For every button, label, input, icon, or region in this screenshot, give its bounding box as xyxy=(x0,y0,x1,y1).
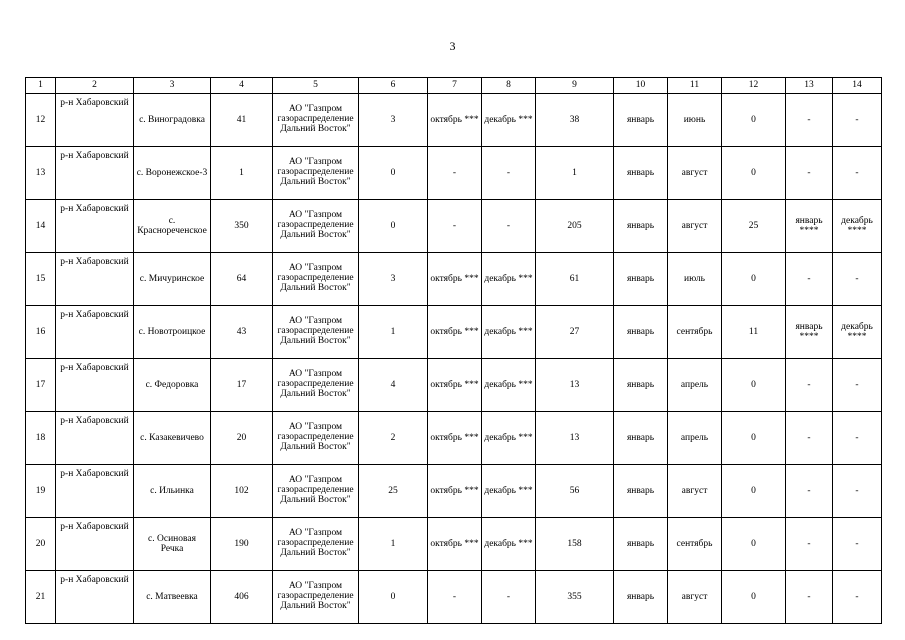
table-cell-col-13: - xyxy=(786,518,833,571)
table-cell-col-12: 0 xyxy=(722,359,786,412)
table-cell-col-11: август xyxy=(668,465,722,518)
table-cell-col-14: - xyxy=(833,518,882,571)
table-cell-col-12: 0 xyxy=(722,571,786,624)
table-cell-col-11: сентябрь xyxy=(668,306,722,359)
table-cell-col-10: январь xyxy=(614,253,668,306)
table-row xyxy=(26,253,882,306)
table-cell-col-9: 38 xyxy=(536,94,614,147)
table-cell-col-11: апрель xyxy=(668,412,722,465)
table-cell-col-9: 56 xyxy=(536,465,614,518)
table-cell-col-6: 2 xyxy=(359,412,428,465)
table-cell-col-12: 0 xyxy=(722,518,786,571)
table-cell-col-4: 190 xyxy=(211,518,273,571)
table-cell-col-9: 13 xyxy=(536,359,614,412)
table-cell-col-3: с. Федоровка xyxy=(134,359,211,412)
table-cell-col-8: - xyxy=(482,200,536,253)
column-header-2: 2 xyxy=(56,78,134,94)
table-cell-col-4: 102 xyxy=(211,465,273,518)
table-cell-col-1: 12 xyxy=(26,94,56,147)
table-cell-col-10: январь xyxy=(614,94,668,147)
table-cell-col-5: АО "Газпром газораспределение Дальний Восток" xyxy=(273,253,359,306)
table-cell-col-7: октябрь *** xyxy=(428,306,482,359)
table-cell-col-11: август xyxy=(668,571,722,624)
table-cell-col-2: р-н Хабаровский xyxy=(56,94,134,147)
table-cell-col-5: АО "Газпром газораспределение Дальний Восток" xyxy=(273,306,359,359)
table-cell-col-2: р-н Хабаровский xyxy=(56,518,134,571)
table-cell-col-1: 17 xyxy=(26,359,56,412)
table-cell-col-14: - xyxy=(833,412,882,465)
table-cell-col-3: с. Осиновая Речка xyxy=(134,518,211,571)
table-cell-col-4: 41 xyxy=(211,94,273,147)
table-cell-col-5: АО "Газпром газораспределение Дальний Восток" xyxy=(273,200,359,253)
table-cell-col-6: 0 xyxy=(359,200,428,253)
table-cell-col-7: - xyxy=(428,200,482,253)
table-cell-col-4: 17 xyxy=(211,359,273,412)
table-body xyxy=(26,94,882,624)
table-cell-col-5: АО "Газпром газораспределение Дальний Восток" xyxy=(273,147,359,200)
table-row xyxy=(26,465,882,518)
table-cell-col-13: январь **** xyxy=(786,200,833,253)
table-row xyxy=(26,94,882,147)
table-cell-col-1: 16 xyxy=(26,306,56,359)
table-header xyxy=(26,78,882,94)
table-cell-col-1: 20 xyxy=(26,518,56,571)
table-cell-col-2: р-н Хабаровский xyxy=(56,571,134,624)
table-cell-col-9: 158 xyxy=(536,518,614,571)
table-cell-col-14: - xyxy=(833,465,882,518)
column-header-11: 11 xyxy=(668,78,722,94)
table-cell-col-12: 11 xyxy=(722,306,786,359)
table-cell-col-10: январь xyxy=(614,147,668,200)
table-row xyxy=(26,306,882,359)
table-cell-col-9: 13 xyxy=(536,412,614,465)
table-cell-col-6: 4 xyxy=(359,359,428,412)
table-cell-col-13: - xyxy=(786,253,833,306)
table-cell-col-8: декабрь *** xyxy=(482,412,536,465)
table-cell-col-9: 1 xyxy=(536,147,614,200)
table-cell-col-3: с. Виноградовка xyxy=(134,94,211,147)
table-cell-col-1: 19 xyxy=(26,465,56,518)
table-cell-col-11: июль xyxy=(668,253,722,306)
table-row xyxy=(26,518,882,571)
table-row xyxy=(26,412,882,465)
table-cell-col-4: 20 xyxy=(211,412,273,465)
table-cell-col-6: 3 xyxy=(359,253,428,306)
column-header-8: 8 xyxy=(482,78,536,94)
table-cell-col-3: с. Ильинка xyxy=(134,465,211,518)
column-header-12: 12 xyxy=(722,78,786,94)
data-table xyxy=(25,77,882,624)
table-cell-col-12: 0 xyxy=(722,465,786,518)
table-cell-col-2: р-н Хабаровский xyxy=(56,147,134,200)
column-header-1: 1 xyxy=(26,78,56,94)
table-cell-col-14: декабрь **** xyxy=(833,306,882,359)
table-cell-col-3: с. Краснореченское xyxy=(134,200,211,253)
column-header-9: 9 xyxy=(536,78,614,94)
table-cell-col-2: р-н Хабаровский xyxy=(56,465,134,518)
table-cell-col-14: - xyxy=(833,571,882,624)
table-row xyxy=(26,200,882,253)
table-cell-col-2: р-н Хабаровский xyxy=(56,306,134,359)
table-cell-col-10: январь xyxy=(614,571,668,624)
table-cell-col-7: октябрь *** xyxy=(428,253,482,306)
table-cell-col-6: 1 xyxy=(359,306,428,359)
table-cell-col-2: р-н Хабаровский xyxy=(56,200,134,253)
table-cell-col-9: 205 xyxy=(536,200,614,253)
table-cell-col-7: октябрь *** xyxy=(428,359,482,412)
table-cell-col-11: апрель xyxy=(668,359,722,412)
table-cell-col-12: 0 xyxy=(722,412,786,465)
page-number: 3 xyxy=(449,39,456,53)
table-cell-col-13: - xyxy=(786,359,833,412)
table-cell-col-8: - xyxy=(482,147,536,200)
table-row xyxy=(26,359,882,412)
table-cell-col-10: январь xyxy=(614,518,668,571)
table-cell-col-3: с. Воронежское-3 xyxy=(134,147,211,200)
column-header-13: 13 xyxy=(786,78,833,94)
table-cell-col-3: с. Казакевичево xyxy=(134,412,211,465)
table-cell-col-8: - xyxy=(482,571,536,624)
table-cell-col-6: 1 xyxy=(359,518,428,571)
table-row xyxy=(26,571,882,624)
table-cell-col-4: 350 xyxy=(211,200,273,253)
table-row xyxy=(26,147,882,200)
table-cell-col-4: 406 xyxy=(211,571,273,624)
table-cell-col-12: 0 xyxy=(722,253,786,306)
table-cell-col-7: октябрь *** xyxy=(428,518,482,571)
table-cell-col-11: август xyxy=(668,147,722,200)
table-cell-col-11: июнь xyxy=(668,94,722,147)
table-cell-col-11: август xyxy=(668,200,722,253)
table-cell-col-10: январь xyxy=(614,200,668,253)
table-cell-col-5: АО "Газпром газораспределение Дальний Восток" xyxy=(273,518,359,571)
table-cell-col-8: декабрь *** xyxy=(482,306,536,359)
column-header-5: 5 xyxy=(273,78,359,94)
table-cell-col-14: - xyxy=(833,147,882,200)
table-cell-col-3: с. Мичуринское xyxy=(134,253,211,306)
column-header-10: 10 xyxy=(614,78,668,94)
table-cell-col-4: 64 xyxy=(211,253,273,306)
table-cell-col-1: 21 xyxy=(26,571,56,624)
table-cell-col-9: 27 xyxy=(536,306,614,359)
table-cell-col-7: - xyxy=(428,147,482,200)
table-cell-col-6: 0 xyxy=(359,571,428,624)
table-cell-col-8: декабрь *** xyxy=(482,253,536,306)
table-cell-col-8: декабрь *** xyxy=(482,518,536,571)
table-cell-col-14: - xyxy=(833,94,882,147)
table-cell-col-8: декабрь *** xyxy=(482,94,536,147)
table-cell-col-13: - xyxy=(786,412,833,465)
table-cell-col-11: сентябрь xyxy=(668,518,722,571)
table-cell-col-8: декабрь *** xyxy=(482,465,536,518)
table-cell-col-5: АО "Газпром газораспределение Дальний Восток" xyxy=(273,94,359,147)
table-cell-col-7: октябрь *** xyxy=(428,94,482,147)
column-header-4: 4 xyxy=(211,78,273,94)
table-cell-col-2: р-н Хабаровский xyxy=(56,412,134,465)
table-cell-col-2: р-н Хабаровский xyxy=(56,253,134,306)
table-cell-col-5: АО "Газпром газораспределение Дальний Восток" xyxy=(273,465,359,518)
table-cell-col-12: 0 xyxy=(722,147,786,200)
table-cell-col-4: 43 xyxy=(211,306,273,359)
table-cell-col-1: 13 xyxy=(26,147,56,200)
table-cell-col-1: 14 xyxy=(26,200,56,253)
header-row xyxy=(26,78,882,94)
column-header-7: 7 xyxy=(428,78,482,94)
table-cell-col-10: январь xyxy=(614,359,668,412)
table-cell-col-6: 0 xyxy=(359,147,428,200)
table-cell-col-9: 61 xyxy=(536,253,614,306)
table-cell-col-10: январь xyxy=(614,412,668,465)
table-cell-col-5: АО "Газпром газораспределение Дальний Восток" xyxy=(273,412,359,465)
table-cell-col-13: - xyxy=(786,147,833,200)
table-cell-col-10: январь xyxy=(614,306,668,359)
table-cell-col-5: АО "Газпром газораспределение Дальний Восток" xyxy=(273,359,359,412)
table-cell-col-5: АО "Газпром газораспределение Дальний Восток" xyxy=(273,571,359,624)
table-cell-col-3: с. Матвеевка xyxy=(134,571,211,624)
table-cell-col-4: 1 xyxy=(211,147,273,200)
column-header-14: 14 xyxy=(833,78,882,94)
table-cell-col-13: - xyxy=(786,94,833,147)
table-cell-col-13: январь **** xyxy=(786,306,833,359)
table-cell-col-14: декабрь **** xyxy=(833,200,882,253)
table-cell-col-3: с. Новотроицкое xyxy=(134,306,211,359)
table-cell-col-1: 15 xyxy=(26,253,56,306)
table-cell-col-1: 18 xyxy=(26,412,56,465)
column-header-6: 6 xyxy=(359,78,428,94)
table-cell-col-13: - xyxy=(786,571,833,624)
table-cell-col-12: 0 xyxy=(722,94,786,147)
table-cell-col-14: - xyxy=(833,253,882,306)
table-cell-col-8: декабрь *** xyxy=(482,359,536,412)
table-cell-col-12: 25 xyxy=(722,200,786,253)
table-cell-col-6: 3 xyxy=(359,94,428,147)
column-header-3: 3 xyxy=(134,78,211,94)
table-cell-col-10: январь xyxy=(614,465,668,518)
table-cell-col-13: - xyxy=(786,465,833,518)
table-cell-col-2: р-н Хабаровский xyxy=(56,359,134,412)
table-cell-col-9: 355 xyxy=(536,571,614,624)
table-cell-col-14: - xyxy=(833,359,882,412)
table-cell-col-7: октябрь *** xyxy=(428,412,482,465)
table-cell-col-7: октябрь *** xyxy=(428,465,482,518)
table-cell-col-7: - xyxy=(428,571,482,624)
table-cell-col-6: 25 xyxy=(359,465,428,518)
